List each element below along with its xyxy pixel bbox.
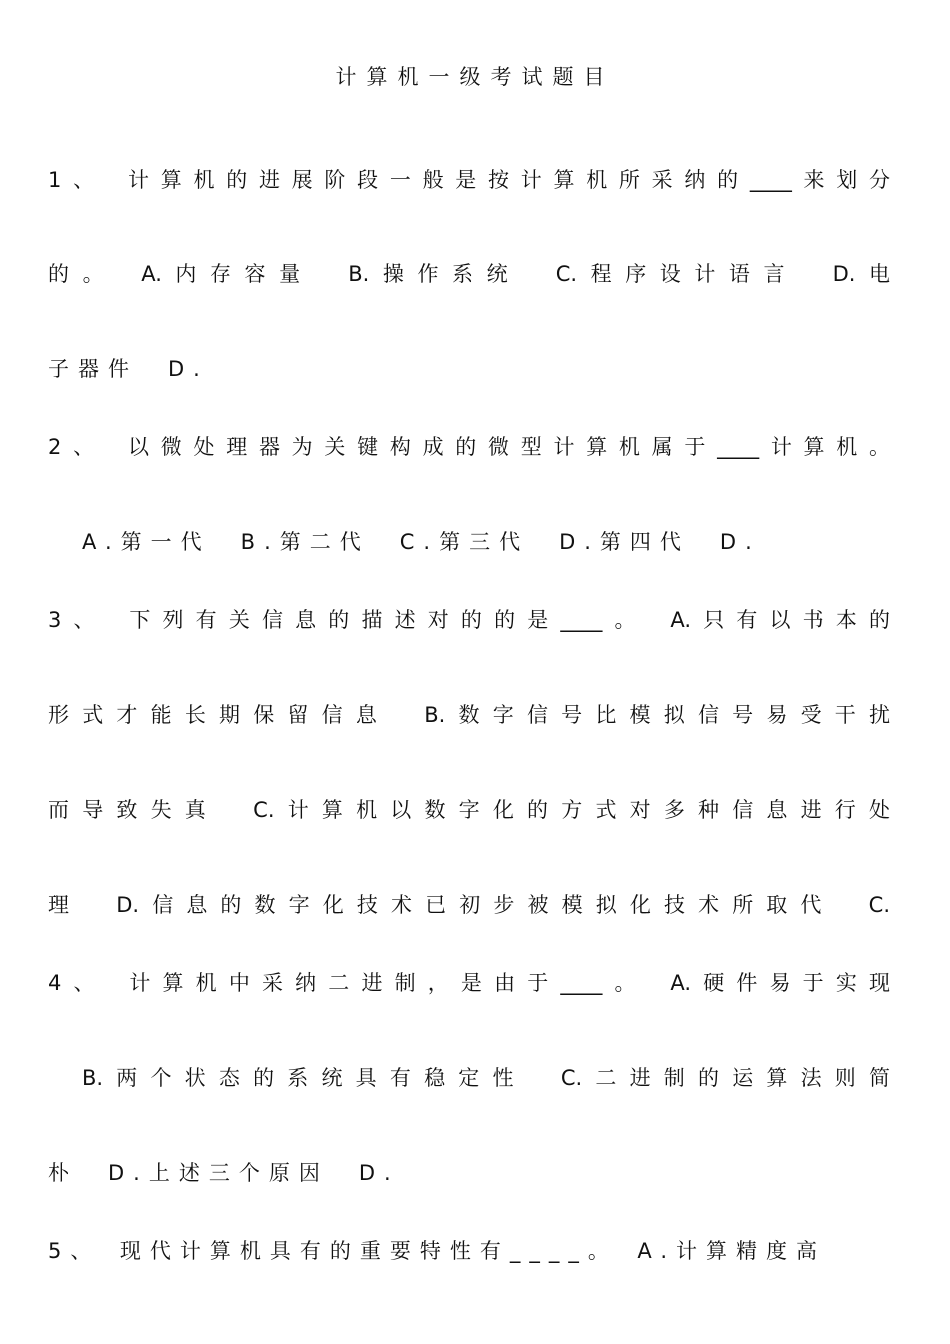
document-title: 计算机一级考试题目: [335, 65, 615, 89]
question-4-line-3: 朴 D.上述三个原因 D.: [48, 1161, 400, 1185]
question-3-line-3: 而导致失真 C.计算机以数字化的方式对多种信息进行处: [48, 798, 890, 822]
question-5-line-1: 5、 现代计算机具有的重要特性有____。 A.计算精度高: [48, 1239, 827, 1263]
question-2-line-2: A.第一代 B.第二代 C.第三代 D.第四代 D.: [82, 530, 761, 554]
question-3-line-4: 理 D.信息的数字化技术已初步被模拟化技术所取代 C.: [48, 893, 890, 917]
question-1-line-1: 1、 计算机的进展阶段一般是按计算机所采纳的____来划分: [48, 168, 890, 192]
question-4-line-1: 4、 计算机中采纳二进制，是由于____。 A.硬件易于实现: [48, 971, 890, 995]
question-3-line-2: 形式才能长期保留信息 B.数字信号比模拟信号易受干扰: [48, 703, 890, 727]
question-1-line-2: 的。 A.内存容量 B.操作系统 C.程序设计语言 D.电: [48, 262, 890, 286]
question-1-line-3: 子器件 D.: [48, 357, 209, 381]
question-2-line-1: 2、 以微处理器为关键构成的微型计算机属于____计算机。: [48, 435, 890, 459]
question-3-line-1: 3、 下列有关信息的描述对的的是____。 A.只有以书本的: [48, 608, 890, 632]
question-4-line-2: B.两个状态的系统具有稳定性 C.二进制的运算法则简: [82, 1066, 890, 1090]
